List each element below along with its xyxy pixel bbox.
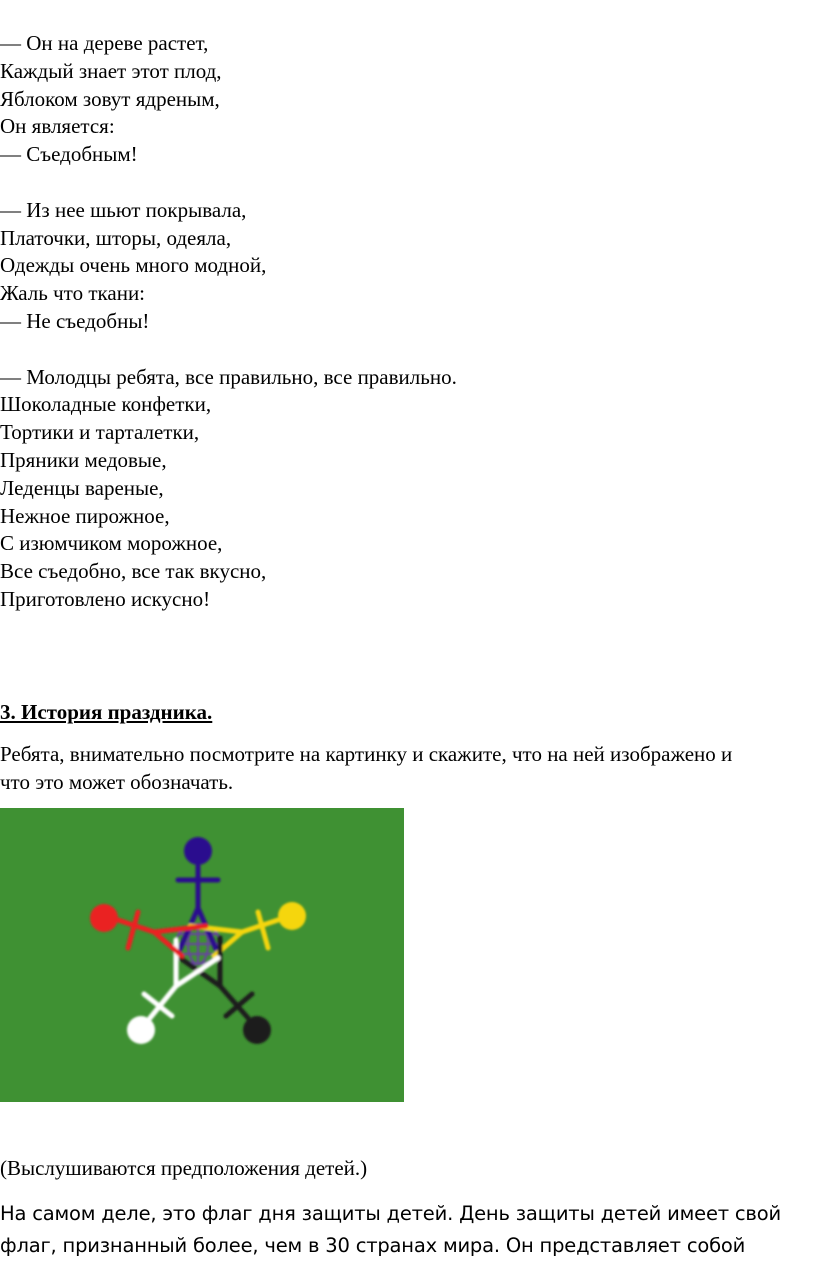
poem-line: — Не съедобны! bbox=[0, 308, 150, 333]
poem-line: Он является: bbox=[0, 114, 115, 139]
poem-line: — Съедобным! bbox=[0, 142, 138, 167]
poem-line: Нежное пирожное, bbox=[0, 503, 170, 528]
poem-line: Тортики и тарталетки, bbox=[0, 420, 200, 445]
poem-line: Шоколадные конфетки, bbox=[0, 392, 212, 417]
poem-line: Приготовлено искусно! bbox=[0, 586, 211, 611]
poem-line: Яблоком зовут ядреным, bbox=[0, 86, 220, 111]
poem-line: Платочки, шторы, одеяла, bbox=[0, 225, 232, 250]
poem bbox=[0, 30, 457, 614]
stanza-gap bbox=[0, 336, 457, 364]
poem-line: Все съедобно, все так вкусно, bbox=[0, 559, 267, 584]
intro-paragraph: Ребята, внимательно посмотрите на картинку и скажите, что на ней изображено и что это может обозначать. bbox=[0, 742, 733, 794]
poem-line: Леденцы вареные, bbox=[0, 475, 164, 500]
poem-line: С изюмчиком морожное, bbox=[0, 531, 223, 556]
explanation-paragraph: На самом деле, это флаг дня защиты детей. День защиты детей имеет свой флаг, признанный более, чем в 30 странах мира. Он представляет собой bbox=[0, 1202, 781, 1257]
poem-line: Одежды очень много модной, bbox=[0, 253, 267, 278]
poem-line: Жаль что ткани: bbox=[0, 281, 146, 306]
note-text: (Выслушиваются предположения детей.) bbox=[0, 1156, 368, 1180]
poem-line: Каждый знает этот плод, bbox=[0, 58, 222, 83]
poem-line: Пряники медовые, bbox=[0, 447, 167, 472]
stanza-gap bbox=[0, 169, 457, 197]
poem-line: — Из нее шьют покрывала, bbox=[0, 197, 247, 222]
childrens-day-flag-image bbox=[0, 808, 404, 1102]
poem-line: — Он на дереве растет, bbox=[0, 31, 209, 55]
flag-svg bbox=[0, 808, 404, 1102]
poem-line: — Молодцы ребята, все правильно, все правильно. bbox=[0, 364, 457, 389]
section-heading: 3. История праздника. bbox=[0, 700, 213, 724]
